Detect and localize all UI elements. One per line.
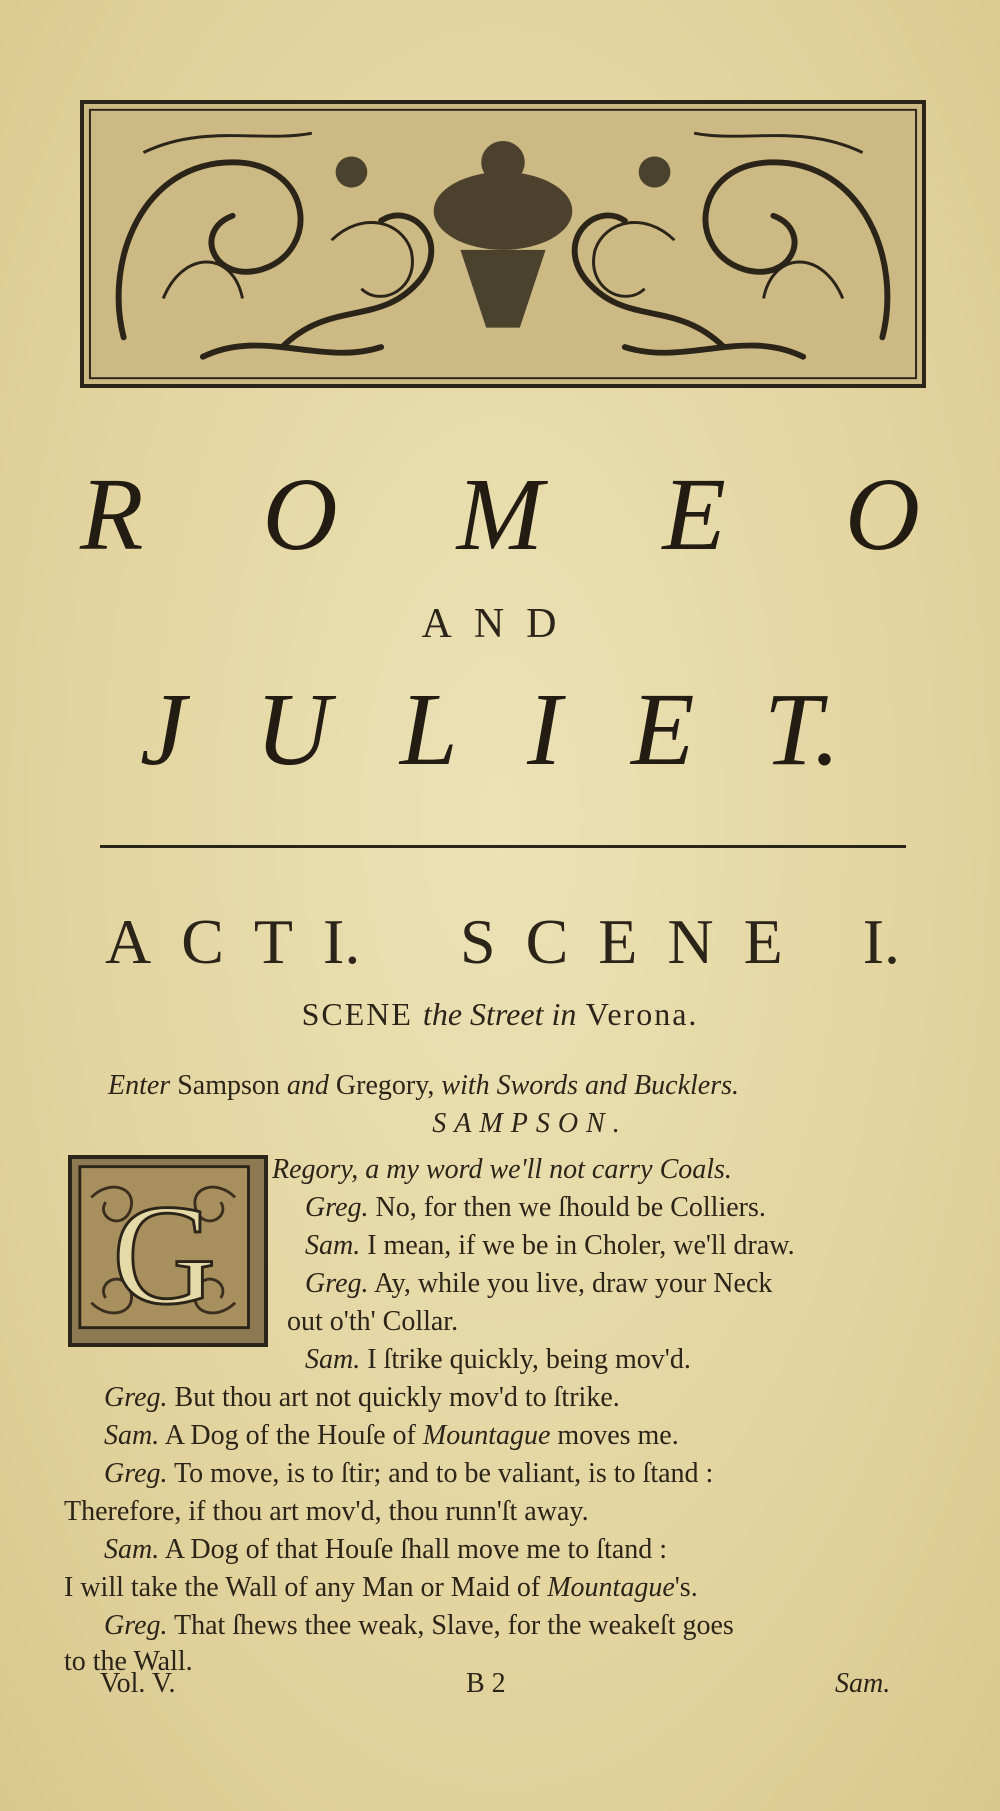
line-tail: moves me. bbox=[557, 1420, 679, 1451]
ornamental-headpiece bbox=[80, 100, 926, 388]
title-letter: E bbox=[631, 672, 695, 787]
speaker-name: Sam. bbox=[305, 1344, 361, 1375]
speaker-heading: SAMPSON. bbox=[432, 1108, 628, 1139]
act-letter: E bbox=[598, 906, 638, 977]
speaker-name: Sam. bbox=[104, 1420, 160, 1451]
dialogue-line bbox=[305, 1230, 795, 1262]
act-letter: E bbox=[743, 906, 783, 977]
speaker-name: Sam. bbox=[305, 1230, 361, 1261]
line-text: A Dog of that Houſe ſhall move me to ſtand : bbox=[164, 1534, 668, 1565]
line-text: But thou art not quickly mov'd to ſtrike. bbox=[174, 1382, 620, 1413]
footer-catchword: Sam. bbox=[835, 1668, 891, 1699]
line-text: out o'th' Collar. bbox=[287, 1306, 459, 1337]
scene-italic: the Street in bbox=[422, 996, 577, 1032]
line-text: That ſhews thee weak, Slave, for the weakeſt goes bbox=[174, 1610, 734, 1641]
line-text: A Dog of the Houſe of bbox=[164, 1420, 416, 1451]
title-letter: I bbox=[527, 672, 562, 787]
line-text: I ſtrike quickly, being mov'd. bbox=[367, 1344, 691, 1375]
dialogue-line bbox=[64, 1496, 589, 1528]
title-juliet bbox=[60, 670, 940, 789]
line-italic: Mountague bbox=[422, 1420, 551, 1451]
title-letter: O bbox=[262, 457, 338, 572]
title-romeo bbox=[60, 455, 940, 574]
speaker-name: Greg. bbox=[305, 1268, 369, 1299]
dialogue-line bbox=[104, 1382, 620, 1414]
dialogue-line bbox=[272, 1154, 732, 1186]
title-letter: T. bbox=[763, 672, 840, 787]
stage-name: Sampson bbox=[177, 1070, 280, 1101]
line-text: I will take the Wall of any Man or Maid of bbox=[64, 1572, 541, 1603]
act-letter: A bbox=[105, 906, 152, 977]
scene-word bbox=[460, 905, 900, 979]
line-text: Therefore, if thou art mov'd, thou runn'ſt away. bbox=[64, 1496, 589, 1527]
title-letter: E bbox=[662, 457, 726, 572]
speaker-name: Greg. bbox=[104, 1610, 168, 1641]
line-text: To move, is to ſtir; and to be valiant, is to ſtand : bbox=[174, 1458, 714, 1489]
footer-volume: Vol. V. bbox=[100, 1668, 176, 1699]
title-letter: J bbox=[140, 672, 187, 787]
footer-signature: B 2 bbox=[466, 1668, 506, 1699]
dialogue-line bbox=[64, 1572, 698, 1604]
act-letter: I. bbox=[323, 906, 361, 977]
speaker-name: Greg. bbox=[305, 1192, 369, 1223]
line-text: I mean, if we be in Choler, we'll draw. bbox=[367, 1230, 795, 1261]
act-letter: C bbox=[181, 906, 224, 977]
line-text: Regory, a my word we'll not carry Coals. bbox=[272, 1154, 732, 1185]
act-letter: C bbox=[525, 906, 569, 977]
title-and: AND bbox=[421, 601, 579, 647]
dialogue-line bbox=[104, 1420, 679, 1452]
drop-cap-ornament-icon bbox=[72, 1159, 264, 1343]
stage-enter: Enter bbox=[108, 1070, 171, 1101]
drop-cap-letter: G bbox=[112, 1175, 217, 1335]
title-letter: R bbox=[80, 457, 144, 572]
stage-rest: with Swords and Bucklers. bbox=[441, 1070, 740, 1101]
stage-direction bbox=[108, 1070, 739, 1102]
line-text: to the Wall. bbox=[64, 1646, 193, 1677]
act-letter: N bbox=[667, 906, 714, 977]
stage-and: and bbox=[286, 1070, 329, 1101]
dialogue-line bbox=[305, 1344, 691, 1376]
horizontal-rule bbox=[100, 845, 906, 848]
line-text: Ay, while you live, draw your Neck bbox=[373, 1268, 773, 1299]
title-letter: M bbox=[456, 457, 544, 572]
dialogue-line bbox=[305, 1268, 772, 1300]
line-italic: Mountague bbox=[547, 1572, 675, 1603]
stage-name: Gregory, bbox=[335, 1070, 435, 1101]
speaker-name: Sam. bbox=[104, 1534, 160, 1565]
act-letter: T bbox=[253, 906, 293, 977]
dialogue-line bbox=[104, 1610, 734, 1642]
dialogue-line bbox=[104, 1534, 667, 1566]
act-letter: S bbox=[460, 906, 496, 977]
act-word bbox=[105, 905, 360, 979]
ornament-scroll-icon bbox=[84, 104, 922, 384]
title-letter: O bbox=[844, 457, 920, 572]
title-letter: U bbox=[255, 672, 331, 787]
speaker-name: Greg. bbox=[104, 1382, 168, 1413]
dialogue-line bbox=[287, 1306, 458, 1338]
drop-cap bbox=[68, 1155, 268, 1347]
act-letter: I. bbox=[862, 906, 900, 977]
scene-setting bbox=[0, 996, 1000, 1033]
act-heading bbox=[60, 905, 940, 979]
title-letter: L bbox=[399, 672, 458, 787]
scene-place: Verona. bbox=[585, 996, 699, 1032]
dialogue-line bbox=[305, 1192, 766, 1224]
line-tail: 's. bbox=[674, 1572, 698, 1603]
scene-prefix: SCENE bbox=[301, 996, 413, 1032]
line-text: No, for then we ſhould be Colliers. bbox=[375, 1192, 766, 1223]
dialogue-line bbox=[104, 1458, 713, 1490]
speaker-name: Greg. bbox=[104, 1458, 168, 1489]
